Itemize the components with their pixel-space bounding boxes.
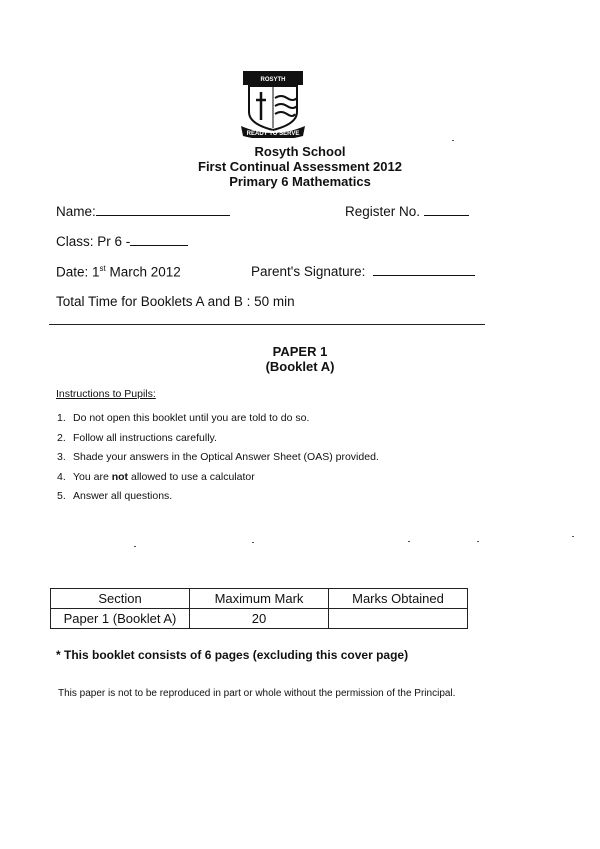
cell-marks-obtained[interactable]	[329, 609, 468, 629]
scan-speck	[408, 541, 410, 542]
register-line[interactable]	[424, 214, 469, 216]
paper-title: PAPER 1	[272, 344, 328, 359]
instructions-list	[57, 409, 379, 507]
instruction-item: 5. Answer all questions.	[57, 490, 173, 502]
school-name: Rosyth School	[254, 144, 346, 159]
instructions-heading: Instructions to Pupils:	[56, 388, 156, 400]
copyright-footer: This paper is not to be reproduced in part or whole without the permission of the Principal.	[58, 688, 456, 699]
assessment-title: First Continual Assessment 2012	[198, 159, 402, 174]
date-sup: st	[99, 264, 106, 273]
class-field	[56, 234, 188, 249]
header-section: Section	[51, 589, 190, 609]
booklet-title: (Booklet A)	[265, 359, 335, 374]
header-max-mark: Maximum Mark	[190, 589, 329, 609]
register-field	[345, 204, 469, 219]
crest-motto: READY TO SERVE	[246, 131, 300, 137]
date-field	[56, 264, 181, 280]
register-label: Register No.	[345, 204, 421, 219]
date-label-pre: Date: 1	[56, 264, 100, 280]
class-line[interactable]	[130, 244, 188, 246]
instruction-item: 3. Shade your answers in the Optical Answer Sheet (OAS) provided.	[57, 451, 379, 463]
signature-line[interactable]	[373, 274, 475, 276]
scan-speck	[477, 541, 479, 542]
scan-speck	[572, 536, 574, 537]
marks-table	[50, 588, 468, 629]
cell-max-mark: 20	[190, 609, 329, 629]
name-line[interactable]	[96, 214, 230, 216]
subject-title: Primary 6 Mathematics	[229, 174, 371, 189]
scan-speck	[252, 542, 254, 543]
table-header-row	[51, 589, 468, 609]
divider-line	[49, 324, 485, 325]
scan-speck	[134, 546, 136, 547]
header-marks-obtained: Marks Obtained	[329, 589, 468, 609]
page-count-note: * This booklet consists of 6 pages (excluding this cover page)	[56, 648, 409, 662]
signature-label: Parent's Signature:	[251, 264, 366, 279]
name-label: Name:	[56, 204, 96, 219]
date-label-post: March 2012	[105, 264, 181, 280]
instruction-item: 4. You are not allowed to use a calculator	[57, 470, 255, 483]
signature-field	[251, 264, 475, 279]
instruction-item: 2. Follow all instructions carefully.	[57, 431, 217, 444]
table-row	[51, 609, 468, 629]
instruction-item: 1. Do not open this booklet until you are told to do so.	[57, 412, 310, 424]
crest-top-text: ROSYTH	[260, 77, 286, 83]
school-crest	[241, 70, 305, 138]
class-label: Class: Pr 6 -	[56, 234, 131, 249]
name-field	[56, 204, 230, 219]
scan-speck	[452, 140, 454, 141]
cell-section: Paper 1 (Booklet A)	[51, 609, 190, 629]
total-time: Total Time for Booklets A and B : 50 min	[56, 294, 295, 309]
